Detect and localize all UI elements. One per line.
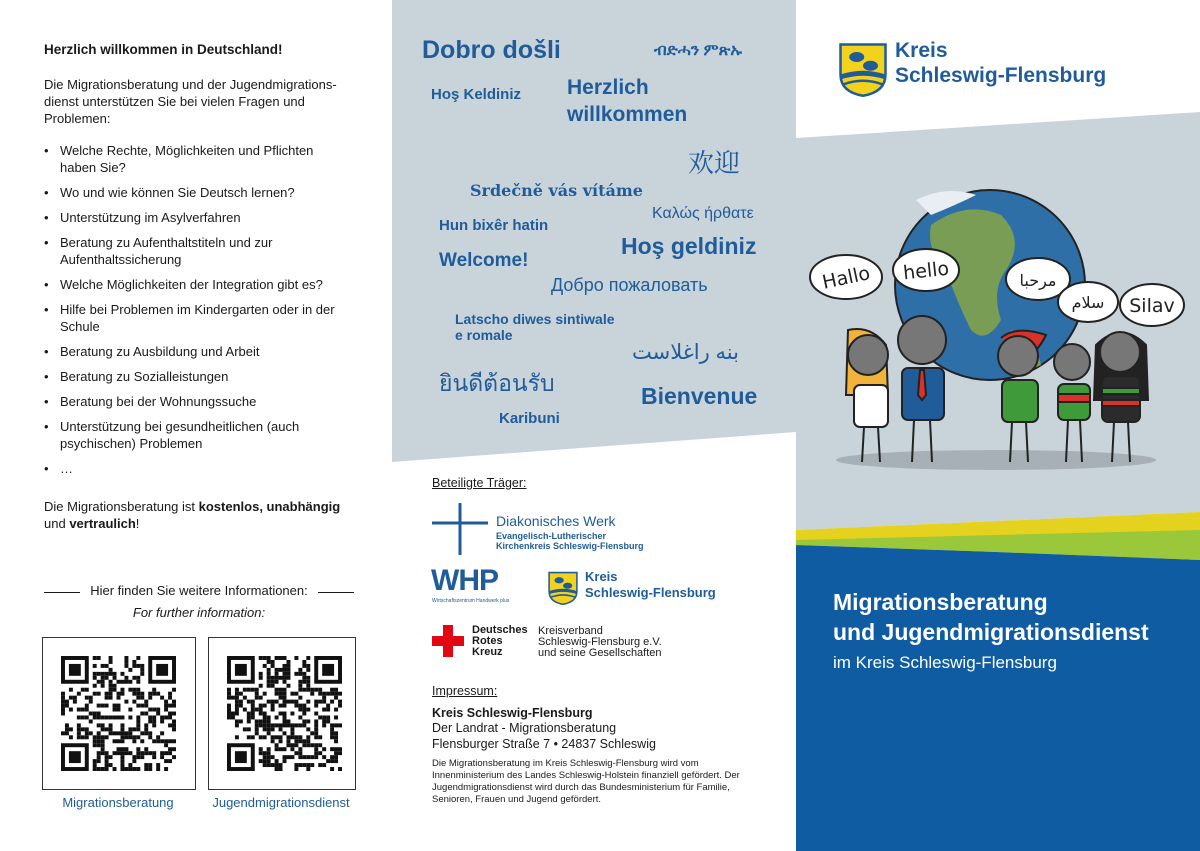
greeting-word: Herzlich bbox=[567, 76, 649, 99]
list-item: • Beratung zu Aufenthaltstiteln und zur Aufenthaltssicherung bbox=[44, 234, 344, 268]
drk-name-line: Kreuz bbox=[472, 646, 503, 658]
more-info-en: For further information: bbox=[132, 605, 266, 620]
left-panel bbox=[0, 0, 392, 851]
diakonie-title: Diakonisches Werk bbox=[496, 513, 616, 529]
kreis-logo-line: Kreis bbox=[585, 569, 618, 584]
qr-code-migrationsberatung[interactable] bbox=[42, 637, 196, 790]
cost-note bbox=[44, 498, 344, 532]
cover-title-line: Migrationsberatung bbox=[833, 589, 1048, 615]
kreis-logo-line: Schleswig-Flensburg bbox=[895, 64, 1107, 87]
list-item: • Wo und wie können Sie Deutsch lernen? bbox=[44, 184, 344, 201]
greeting-word: e romale bbox=[455, 327, 513, 343]
kreis-logo-text bbox=[895, 38, 1106, 88]
qr-code-icon bbox=[61, 656, 176, 771]
list-item: • Beratung zu Sozialleistungen bbox=[44, 368, 344, 385]
note-bold: kostenlos, unabhängig bbox=[198, 499, 341, 514]
greeting-word: Καλώς ήρθατε bbox=[652, 205, 754, 222]
qr-label-jugendmigrationsdienst[interactable]: Jugendmigrationsdienst bbox=[212, 795, 350, 810]
greeting-word: ยินดีต้อนรับ bbox=[439, 370, 555, 396]
middle-panel bbox=[392, 0, 796, 851]
impressum-line: Der Landrat - Migrationsberatung bbox=[432, 721, 617, 735]
traeger-heading: Beteiligte Träger: bbox=[432, 476, 527, 490]
drk-kreisverband bbox=[538, 626, 662, 659]
greeting-word: Hun bixêr hatin bbox=[439, 217, 549, 234]
greeting-word: بنه راغلاست bbox=[632, 341, 739, 364]
diakonie-cross-icon bbox=[432, 503, 488, 555]
list-item: • Welche Rechte, Möglichkeiten und Pflichten haben Sie? bbox=[44, 142, 344, 176]
speech-bubble-text: Silav bbox=[1129, 295, 1175, 317]
cover-title-line: und Jugendmigrationsdienst bbox=[833, 619, 1149, 645]
speech-bubble-text: hello bbox=[902, 257, 951, 285]
more-info-heading bbox=[44, 583, 354, 598]
greeting-word: 欢迎 bbox=[688, 148, 741, 178]
drk-kv-line: Schleswig-Flensburg e.V. bbox=[538, 636, 662, 648]
diakonie-sub-line: Kirchenkreis Schleswig-Flensburg bbox=[496, 541, 644, 551]
note-text: ! bbox=[135, 516, 140, 531]
greeting-word: Bienvenue bbox=[641, 383, 758, 409]
divider bbox=[318, 592, 354, 593]
cover-subtitle: im Kreis Schleswig-Flensburg bbox=[833, 653, 1057, 672]
kreis-logo-text bbox=[585, 569, 716, 601]
note-text: Die Migrationsberatung ist bbox=[44, 499, 199, 514]
qr-code-jugendmigrationsdienst[interactable] bbox=[208, 637, 356, 790]
drk-name bbox=[472, 625, 528, 658]
diakonie-sub-line: Evangelisch-Lutherischer bbox=[496, 531, 607, 541]
list-item: • Beratung zu Ausbildung und Arbeit bbox=[44, 343, 344, 360]
list-item: • Unterstützung bei gesundheitlichen (auch psychischen) Problemen bbox=[44, 418, 344, 452]
diakonie-subtitle bbox=[496, 531, 644, 551]
list-item: • Unterstützung im Asylverfahren bbox=[44, 209, 344, 226]
cover-title bbox=[833, 587, 1149, 647]
greeting-word: Hoş Keldiniz bbox=[431, 86, 522, 103]
impressum-address: Flensburger Straße 7 • 24837 Schleswig bbox=[432, 737, 656, 751]
intro-title: Herzlich willkommen in Deutschland! bbox=[44, 42, 283, 57]
greeting-word: Hoş geldiniz bbox=[621, 233, 757, 259]
greeting-word: willkommen bbox=[567, 103, 688, 126]
whp-subtitle: Wirtschaftszentrum Handwerk plus bbox=[432, 598, 510, 604]
greeting-word: Srdečně vás vítáme bbox=[470, 181, 643, 200]
impressum-heading: Impressum: bbox=[432, 684, 498, 698]
greeting-word: ብድሓን ምጽኡ bbox=[654, 42, 742, 59]
list-item: • Beratung bei der Wohnungssuche bbox=[44, 393, 344, 410]
greeting-word: Welcome! bbox=[439, 250, 529, 271]
drk-name-line: Deutsches bbox=[472, 624, 528, 636]
kreis-coat-of-arms-icon bbox=[838, 42, 888, 97]
speech-bubble-text: مرحبا bbox=[1019, 271, 1057, 290]
qr-code-icon bbox=[227, 656, 342, 771]
drk-kv-line: und seine Gesellschaften bbox=[538, 647, 662, 659]
intro-text: Die Migrationsberatung und der Jugendmigrations-dienst unterstützen Sie bei vielen Fragen und Problemen: bbox=[44, 77, 337, 126]
right-panel bbox=[796, 0, 1200, 851]
speech-bubble-text: سلام bbox=[1071, 293, 1105, 312]
qr-label-migrationsberatung[interactable]: Migrationsberatung bbox=[62, 795, 174, 810]
greeting-word: Latscho diwes sintiwale bbox=[455, 311, 615, 327]
greeting-word: Karibuni bbox=[499, 410, 560, 427]
more-info-de: Hier finden Sie weitere Informationen: bbox=[90, 583, 308, 598]
list-item: • Hilfe bei Problemen im Kindergarten oder in der Schule bbox=[44, 301, 344, 335]
kreis-coat-of-arms-icon bbox=[547, 571, 579, 605]
funding-note: Die Migrationsberatung im Kreis Schleswig-Flensburg wird vom Innenministerium des Landes Schleswig-Holstein finanziell gefördert. Der Jugendmigrationsdienst wird durch das Bundesministerium für Familie, Senioren, Frauen und Jugend gefördert. bbox=[432, 758, 740, 805]
kreis-logo-line: Kreis bbox=[895, 39, 948, 62]
note-text: und bbox=[44, 516, 70, 531]
drk-kv-line: Kreisverband bbox=[538, 625, 603, 637]
whp-logo: WHP bbox=[431, 564, 498, 597]
impressum-name: Kreis Schleswig-Flensburg bbox=[432, 706, 593, 720]
greeting-word: Добро пожаловать bbox=[551, 275, 708, 295]
note-bold: vertraulich bbox=[69, 516, 136, 531]
speech-bubble-text: Hallo bbox=[820, 262, 873, 294]
list-item: • … bbox=[44, 460, 344, 477]
topics-list bbox=[44, 142, 344, 485]
greeting-word: Dobro došli bbox=[422, 36, 561, 64]
red-cross-icon bbox=[432, 625, 464, 657]
divider bbox=[44, 592, 80, 593]
kreis-logo-line: Schleswig-Flensburg bbox=[585, 585, 716, 600]
list-item: • Welche Möglichkeiten der Integration gibt es? bbox=[44, 276, 344, 293]
cover-illustration bbox=[796, 0, 1200, 851]
drk-name-line: Rotes bbox=[472, 635, 503, 647]
